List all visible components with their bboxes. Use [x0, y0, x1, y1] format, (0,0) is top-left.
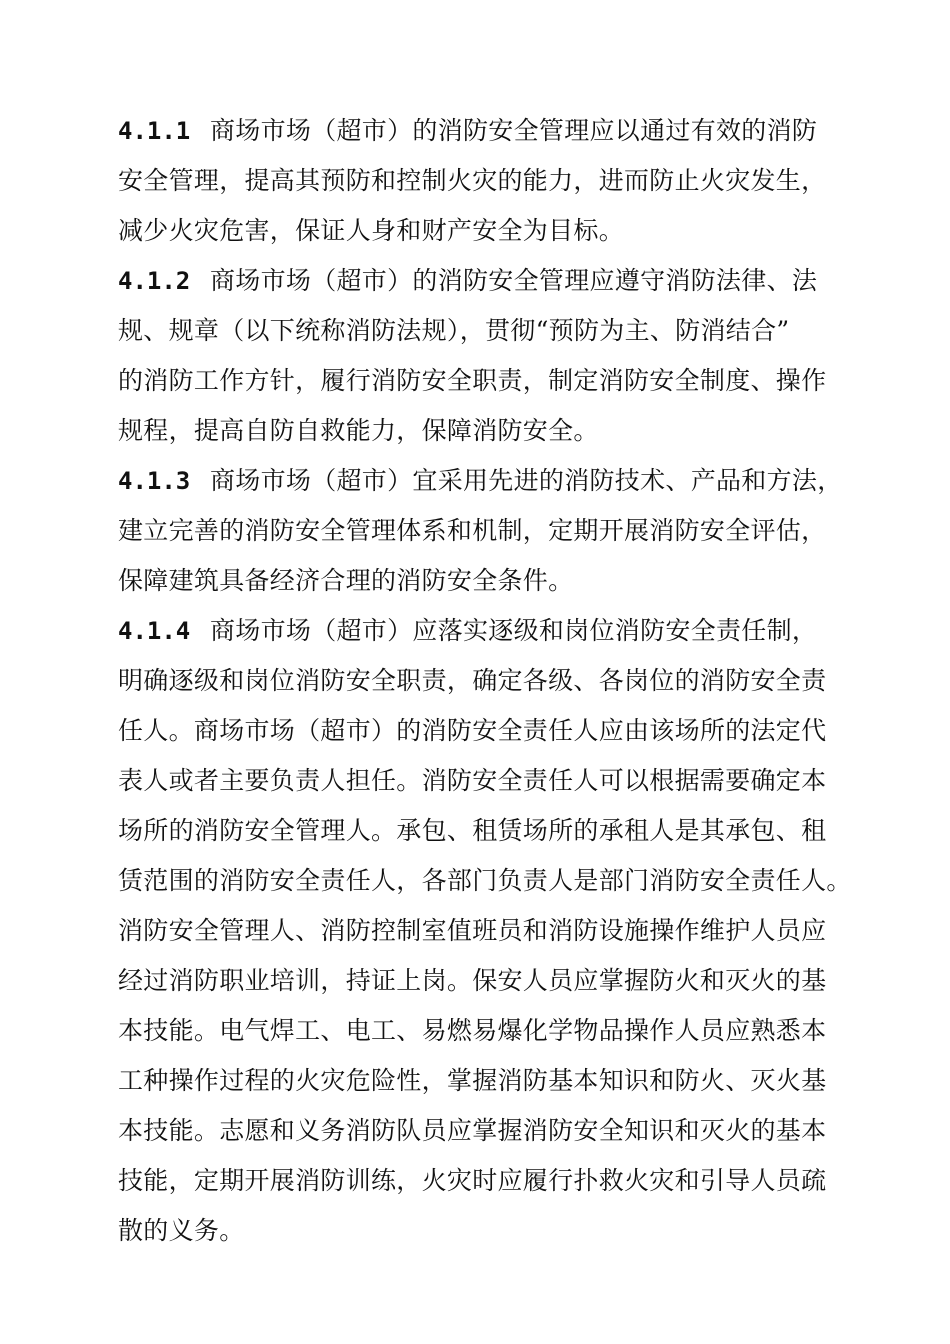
- text-line: 消防安全管理人、消防控制室值班员和消防设施操作维护人员应: [118, 916, 827, 945]
- text-line: 表人或者主要负责人担任。消防安全责任人可以根据需要确定本: [118, 766, 827, 795]
- text-line: 技能，定期开展消防训练，火灾时应履行扑救火灾和引导人员疏: [118, 1166, 827, 1195]
- text-line: [118, 256, 848, 306]
- text-line: 散的义务。: [118, 1216, 245, 1245]
- text-line: 规程，提高自防自救能力，保障消防安全。: [118, 416, 599, 445]
- text-line: [118, 606, 848, 656]
- text-line: 本技能。电气焊工、电工、易燃易爆化学物品操作人员应熟悉本: [118, 1016, 827, 1045]
- text-line: 减少火灾危害，保证人身和财产安全为目标。: [118, 216, 625, 245]
- clause-number: 4.1.2: [118, 267, 191, 295]
- clause-4-1-4: [118, 606, 852, 1256]
- clause-number: 4.1.4: [118, 617, 191, 645]
- text-line: 经过消防职业培训，持证上岗。保安人员应掌握防火和灭火的基: [118, 966, 827, 995]
- text-line: 保障建筑具备经济合理的消防安全条件。: [118, 566, 574, 595]
- clause-number: 4.1.1: [118, 117, 191, 145]
- text-line: 安全管理，提高其预防和控制火灾的能力，进而防止火灾发生，: [118, 166, 827, 195]
- line-text: 商场市场（超市）宜采用先进的消防技术、产品和方法，: [210, 466, 843, 495]
- text-line: 的消防工作方针，履行消防安全职责，制定消防安全制度、操作: [118, 366, 827, 395]
- text-line: 明确逐级和岗位消防安全职责，确定各级、各岗位的消防安全责: [118, 666, 827, 695]
- text-line: 本技能。志愿和义务消防队员应掌握消防安全知识和灭火的基本: [118, 1116, 827, 1145]
- text-line: 规、规章（以下统称消防法规），贯彻“预防为主、防消结合”: [118, 316, 790, 345]
- text-line: 场所的消防安全管理人。承包、租赁场所的承租人是其承包、租: [118, 816, 827, 845]
- text-line: [118, 106, 848, 156]
- clause-4-1-1: [118, 106, 848, 256]
- clause-4-1-2: [118, 256, 848, 456]
- text-line: 任人。商场市场（超市）的消防安全责任人应由该场所的法定代: [118, 716, 827, 745]
- line-text: 商场市场（超市）应落实逐级和岗位消防安全责任制，: [210, 616, 818, 645]
- clause-number: 4.1.3: [118, 467, 191, 495]
- text-line: [118, 456, 848, 506]
- line-text: 商场市场（超市）的消防安全管理应遵守消防法律、法: [210, 266, 818, 295]
- document-body: [118, 106, 852, 1256]
- text-line: 建立完善的消防安全管理体系和机制，定期开展消防安全评估，: [118, 516, 827, 545]
- line-text: 商场市场（超市）的消防安全管理应以通过有效的消防: [210, 116, 818, 145]
- text-line: 赁范围的消防安全责任人，各部门负责人是部门消防安全责任人。: [118, 866, 852, 895]
- clause-4-1-3: [118, 456, 848, 606]
- text-line: 工种操作过程的火灾危险性，掌握消防基本知识和防火、灭火基: [118, 1066, 827, 1095]
